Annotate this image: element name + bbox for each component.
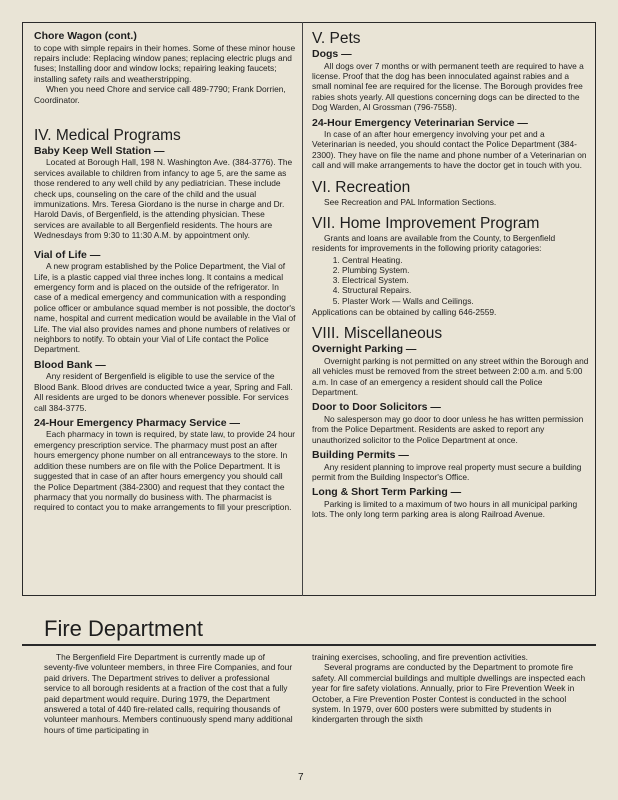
list-item: 1. Central Heating. [342, 255, 590, 265]
fire-left-column [44, 652, 296, 764]
fire-right-column [312, 652, 592, 764]
chore-wagon-contact: When you need Chore and service call 489-7790; Frank Dorrien, Coordinator. [34, 84, 286, 105]
long-short-parking-body: Parking is limited to a maximum of two hours in all municipal parking lots. The only long term parking area is along Railroad Avenue. [312, 498, 578, 520]
recreation-body: See Recreation and PAL Information Sections. [324, 196, 497, 207]
column-divider [302, 22, 303, 596]
pets-heading: V. Pets [312, 30, 361, 47]
list-item: 4. Structural Repairs. [342, 285, 590, 295]
overnight-parking-heading: Overnight Parking — [312, 343, 417, 356]
fire-continued-body: training exercises, schooling, and fire prevention activities. [312, 652, 528, 662]
overnight-parking-body: Overnight parking is not permitted on any street within the Borough and all vehicles must be removed from the street between 2:00 a.m. and 5:00 a.m. In case of an emergency a resident should call the Police Department. [312, 355, 589, 398]
left-column [34, 30, 296, 590]
veterinarian-heading: 24-Hour Emergency Veterinarian Service — [312, 116, 528, 129]
recreation-heading: VI. Recreation [312, 178, 411, 196]
page-number: 7 [298, 772, 304, 783]
home-improvement-intro: Grants and loans are available from the County, to Bergenfield residents for improvements in the following priority catagories: [312, 233, 556, 254]
dogs-body: All dogs over 7 months or with permanent teeth are required to have a license. Proof that the dog has been innoculated against rabies and a small nominal fee are required for the license. The Borough provides free rabies shots yearly. All questions concerning dogs can be directed to the Dog Warden, Al Grossman (796-7558). [312, 60, 584, 113]
list-item: 2. Plumbing System. [342, 265, 590, 275]
dogs-heading: Dogs — [312, 48, 352, 60]
vial-of-life-body: A new program established by the Police Department, the Vial of Life, is a plastic capped vial three inches long. It contains a medical emergency form and is placed on the outside of the refrigerator. In case of a medical emergency and communication with a responding police officer or ambulance squad member is not possible, the doctor's name, hospital and current medication would be available in the Vial of Life. The vial also provides names and phone numbers of relatives or neighbors to notify. To obtain your Vial of Life contact the Police Department. [34, 261, 296, 355]
fire-programs-body: Several programs are conducted by the Department to promote fire safety. All commercial buildings and multiple dwellings are inspected each year for fire safety violations. Annually, prior to Fire Prevention Week in October, a Fire Prevention Poster Contest is conducted in the school system. In 1979, over 600 posters were submitted by students in kindergarten through the sixth [312, 662, 586, 725]
veterinarian-body: In case of an after hour emergency involving your pet and a Veterinarian is needed, you should contact the Police Department (384-2300). They have on file the name and phone number of a Veterinarian on call and will make arrangements to have the doctor get in touch with you. [312, 129, 587, 171]
blood-bank-body: Any resident of Bergenfield is eligible to use the service of the Blood Bank. Blood drives are conducted twice a year, Spring and Fall. All residents are urged to be donors whenever possible. For services call 384-3775. [34, 371, 293, 413]
chore-wagon-heading: Chore Wagon (cont.) [34, 30, 137, 42]
building-permits-heading: Building Permits — [312, 449, 409, 462]
home-improvement-heading: VII. Home Improvement Program [312, 215, 540, 233]
right-column [312, 30, 590, 590]
vial-of-life-heading: Vial of Life — [34, 248, 101, 261]
fire-intro-body: The Bergenfield Fire Department is currently made up of seventy-five volunteer members, in three Fire Companies, and four paid drivers. The Department strives to deliver a professional service to all borough residents at a fraction of the cost that a fully paid department would require. During 1979, the Department answered a total of 440 fire-related calls, requiring thousands of volunteer manhours. Members continuously spend many additional hours of time participating in [44, 652, 293, 735]
fire-title-rule [22, 644, 596, 646]
baby-keep-well-body: Located at Borough Hall, 198 N. Washington Ave. (384-3776). The services available to children from infancy to age 5, are the same as those rendered to any well child by any pediatrician. These include check ups, counseling on the care of the child and the usual immunizations. Mrs. Teresa Giordano is the nurse in charge and Dr. Harold Davis, of Bergenfield, is the attending physician. These services are available to all Bergenfield residents. The hours are Wednesdays from 9:30 to 11:30 A.M. by appointment only. [34, 157, 293, 241]
blood-bank-heading: Blood Bank — [34, 358, 106, 371]
emergency-pharmacy-body: Each pharmacy in town is required, by state law, to provide 24 hour emergency prescription service. The pharmacy must post an after hours emergency phone number on all entranceways to the store. In addition these numbers are on file with the Police Department. It is suggested that in case of an after hours emergency you should call the Police Department (384-2300) and request that they contact the pharmacy that you normally do business with. The pharmacist is required to contact you to make arrangements to fill your prescription. [34, 429, 296, 513]
medical-programs-heading: IV. Medical Programs [34, 126, 181, 144]
list-item: 5. Plaster Work — Walls and Ceilings. [342, 296, 590, 306]
emergency-pharmacy-heading: 24-Hour Emergency Pharmacy Service — [34, 416, 241, 429]
home-improvement-outro: Applications can be obtained by calling 646-2559. [312, 306, 497, 317]
priority-list [312, 255, 590, 306]
miscellaneous-heading: VIII. Miscellaneous [312, 325, 443, 343]
chore-wagon-body: to cope with simple repairs in their homes. Some of these minor house repairs include: Replacing window panes; replacing electric plugs and fuses; Installing door and window locks; repairing leaking faucets; installing safety rails and weatherstripping. [34, 42, 296, 84]
solicitors-body: No salesperson may go door to door unless he has written permission from the Police Department. Residents are asked to report any unauthorized solicitor to the Police Department at once. [312, 413, 584, 445]
solicitors-heading: Door to Door Solicitors — [312, 401, 441, 414]
building-permits-body: Any resident planning to improve real property must secure a building permit from the Building Inspector's Office. [312, 461, 582, 483]
list-item: 3. Electrical System. [342, 275, 590, 285]
fire-department-title: Fire Department [44, 616, 203, 641]
long-short-parking-heading: Long & Short Term Parking — [312, 486, 462, 499]
baby-keep-well-heading: Baby Keep Well Station — [34, 144, 165, 157]
